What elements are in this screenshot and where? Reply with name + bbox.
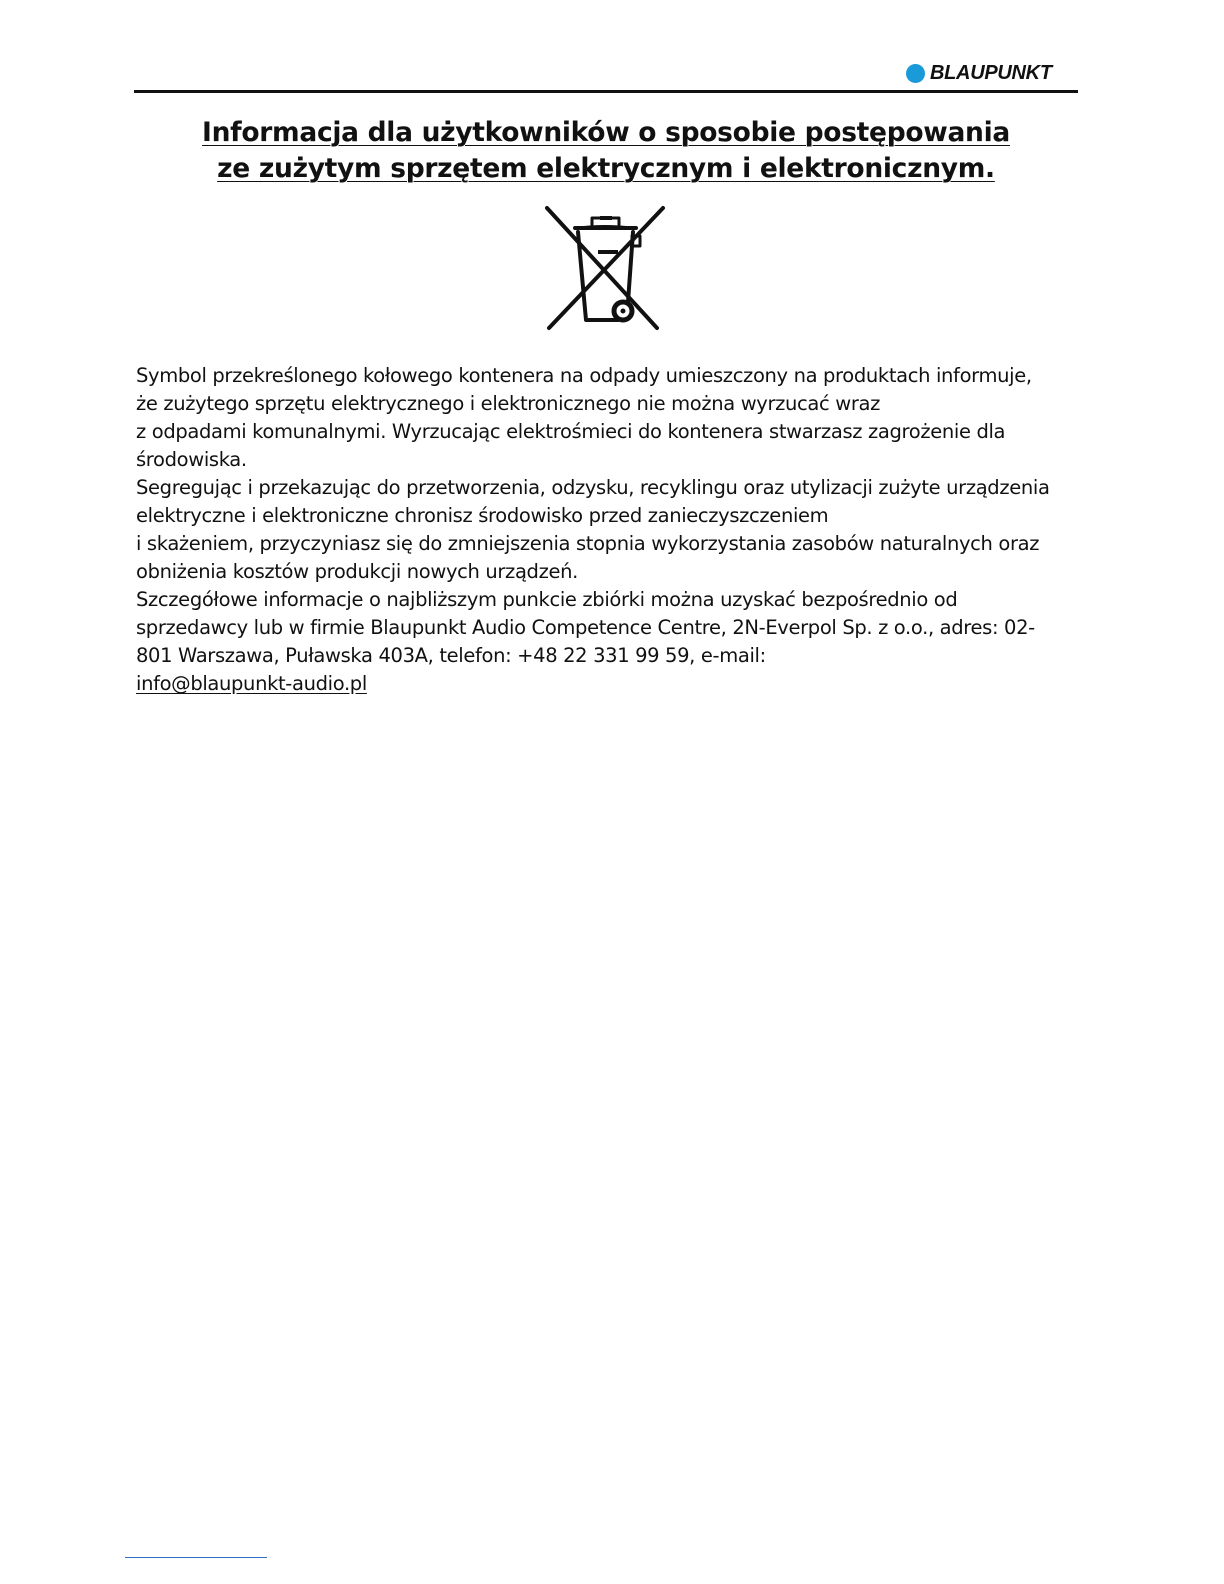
body-line: i skażeniem, przyczyniasz się do zmniejszenia stopnia wykorzystania zasobów naturalnych oraz xyxy=(136,532,1040,555)
page-title xyxy=(134,115,1078,187)
title-line-1: Informacja dla użytkowników o sposobie postępowania xyxy=(202,117,1010,148)
crossed-out-wheelie-bin-icon xyxy=(542,204,666,334)
footnote-rule xyxy=(125,1557,267,1558)
body-line: sprzedawcy lub w firmie Blaupunkt Audio Competence Centre, 2N-Everpol Sp. z o.o., adres: 02- xyxy=(136,616,1035,639)
body-line: Szczegółowe informacje o najbliższym punkcie zbiórki można uzyskać bezpośrednio od xyxy=(136,588,958,611)
title-line-2: ze zużytym sprzętem elektrycznym i elektronicznym. xyxy=(217,153,995,184)
body-line: z odpadami komunalnymi. Wyrzucając elektrośmieci do kontenera stwarzasz zagrożenie dla xyxy=(136,420,1006,443)
email-link[interactable]: info@blaupunkt-audio.pl xyxy=(136,672,367,695)
body-line: 801 Warszawa, Puławska 403A, telefon: +48 22 331 99 59, e-mail: xyxy=(136,644,766,667)
brand-name: BLAUPUNKT xyxy=(930,61,1052,84)
body-text xyxy=(136,362,1076,698)
body-line: elektryczne i elektroniczne chronisz środowisko przed zanieczyszczeniem xyxy=(136,504,829,527)
body-line: Symbol przekreślonego kołowego kontenera na odpady umieszczony na produktach informuje, xyxy=(136,364,1032,387)
brand-dot-icon xyxy=(906,64,925,83)
brand-logo xyxy=(906,62,1052,84)
body-line: obniżenia kosztów produkcji nowych urządzeń. xyxy=(136,560,578,583)
body-line: że zużytego sprzętu elektrycznego i elektronicznego nie można wyrzucać wraz xyxy=(136,392,880,415)
body-line: środowiska. xyxy=(136,448,247,471)
body-line: Segregując i przekazując do przetworzenia, odzysku, recyklingu oraz utylizacji zużyte urządzenia xyxy=(136,476,1050,499)
header-rule xyxy=(134,90,1078,93)
